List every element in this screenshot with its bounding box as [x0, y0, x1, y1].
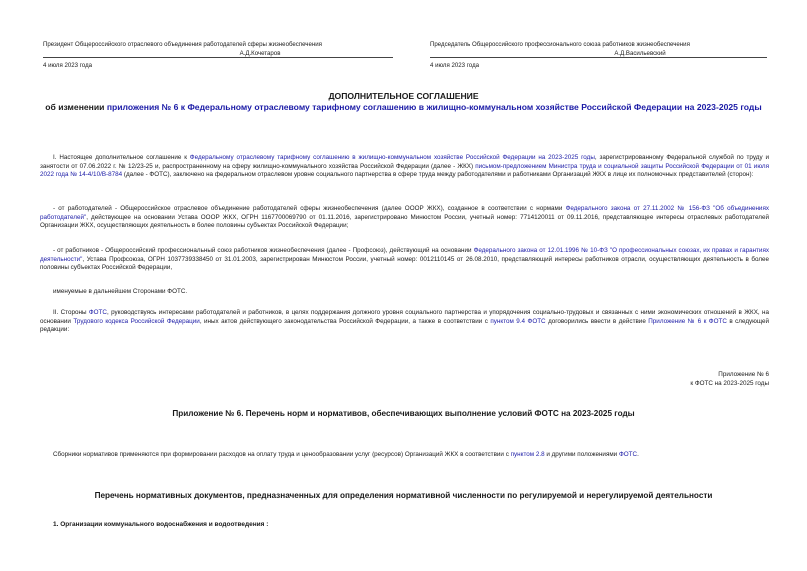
section-ii-paragraph — [40, 309, 769, 335]
document-subtitle — [40, 102, 767, 113]
left-signature-line — [43, 57, 393, 58]
fots-link[interactable]: Федеральному отраслевому тарифному соглашению в жилищно-коммунальном хозяйстве Российской Федерации на 2023-2025 годы — [189, 154, 595, 161]
right-signatory-position: Председатель Общероссийского профессионального союза работников жизнеобеспечения — [430, 41, 690, 48]
ministry-letter-link[interactable]: письмом-предложением Министра труда и социальной защиты Российской Федерации от 01 июля 2022 года № 14-4/10/В-8784 — [40, 162, 769, 178]
labor-code-link[interactable]: Трудового кодекса Российской Федерации — [73, 317, 200, 325]
collections-text-1: Сборники нормативов применяются при формировании расходов на оплату труда и ценообразовании услуг (ресурсов) Организаций ЖКХ в соответствии с — [53, 451, 511, 458]
right-signature-line — [430, 57, 767, 58]
subtitle-link[interactable]: приложения № 6 к Федеральному отраслевому тарифному соглашению в жилищно-коммунальном хозяйстве Российской Федерации на 2023-2025 годы — [106, 102, 762, 112]
section-i-text-3: (далее - ФОТС), заключено на федеральном отраслевом уровне социального партнерства в сфере труда между работодателями и работниками Организаций ЖКХ в лице их полномочных представителей (сторон): — [122, 171, 754, 178]
hereinafter-text: именуемые в дальнейшем Сторонами ФОТС. — [53, 288, 188, 295]
clause-9-4-link[interactable]: пунктом 9.4 ФОТС — [490, 317, 546, 325]
section-i-text-2: , зарегистрированному Федеральной службой по труду и занятости от 07.06.2022 г. № 12/23-25 и, распространенному на сферу жилищно-коммунального хозяйства Российской Федерации (далее - ЖКХ) — [40, 154, 769, 170]
workers-text-2: , Устава Профсоюза, ОГРН 1037739338450 от 31.01.2003, зарегистрирован Минюстом России, учетный номер: 0012110145 от 26.08.2010, представляющий интересы работников отрасли, осуществляющих деятельность в более половины субъектах Российской Федерации, — [40, 255, 769, 271]
employers-text-2: , действующее на основании Устава ОООР ЖКХ, ОГРН 1167700069790 от 01.11.2016, зарегистрировано Минюстом России, учетный номер: 7714120011 от 09.11.2016, представляющее интересы отраслевых работодателей Организации ЖКХ, осуществляющих деятельность в более половины субъектах Российской Федерации; — [40, 213, 769, 229]
section-1-heading — [53, 521, 268, 530]
law-10-fz-link[interactable]: Федерального закона от 12.01.1996 № 10-ФЗ "О профессиональных союзах, их правах и гарантиях деятельности" — [40, 247, 770, 263]
employers-text-1: - от работодателей - Общероссийское отраслевое объединение работодателей сферы жизнеобеспечения (далее ОООР ЖКХ), созданное в соответствии с нормами — [53, 205, 566, 212]
left-signatory-position: Президент Общероссийского отраслевого объединения работодателей сферы жизнеобеспечения — [43, 41, 322, 48]
fots-short-link[interactable]: ФОТС — [88, 309, 107, 316]
section-ii-text-2: , руководствуясь интересами работодателей и работников, в целях поддержания должного уровня социального партнерства и упорядочения социально-трудовых и связанных с ними экономических отношений в ЖКХ, на основании — [40, 309, 769, 325]
fots-collections-link[interactable]: ФОТС — [618, 451, 638, 458]
appendix-note — [690, 370, 769, 388]
employers-paragraph — [40, 205, 769, 231]
collections-paragraph — [53, 451, 769, 460]
appendix-note-line-2: к ФОТС на 2023-2025 годы — [690, 380, 769, 388]
clause-2-8-link[interactable]: пунктом 2.8 — [510, 451, 545, 458]
appendix-note-line-1: Приложение № 6 — [718, 371, 769, 378]
appendix-title: Приложение № 6. Перечень норм и нормативов, обеспечивающих выполнение условий ФОТС на 2023-2025 годы — [172, 409, 635, 418]
appendix-6-link[interactable]: Приложение № 6 к ФОТС — [648, 317, 727, 325]
section-i-paragraph — [40, 154, 769, 180]
document-title: ДОПОЛНИТЕЛЬНОЕ СОГЛАШЕНИЕ — [328, 91, 479, 101]
section-1-suffix: : — [264, 521, 269, 528]
subtitle-prefix: об изменении — [45, 102, 107, 112]
right-signatory-name: А.Д.Васильевский — [614, 50, 666, 57]
normative-list-title: Перечень нормативных документов, предназначенных для определения нормативной численности по регулируемой и нерегулируемой деятельности — [94, 491, 713, 500]
left-signature-date: 4 июля 2023 года — [43, 62, 93, 69]
section-1-text: 1. Организации коммунального водоснабжения и водоотведения — [53, 521, 265, 528]
collections-text-2: и другими положениями — [544, 451, 619, 458]
collections-text-3: . — [637, 451, 639, 458]
workers-text-1: - от работников - Общероссийский профессиональный союз работников жизнеобеспечения (далее - Профсоюз), действующий на основании — [53, 247, 474, 254]
section-ii-text-1: II. Стороны — [53, 309, 89, 316]
right-signature-date: 4 июля 2023 года — [430, 62, 480, 69]
section-i-text-1: I. Настоящее дополнительное соглашение к — [53, 154, 190, 161]
left-signatory-name: А.Д.Кочетаров — [239, 50, 281, 57]
section-ii-text-3: , иных актов действующего законодательства Российской Федерации, а также в соответствии с — [199, 317, 491, 325]
law-156-fz-link[interactable]: Федерального закона от 27.11.2002 № 156-ФЗ "Об объединениях работодателей" — [40, 205, 769, 221]
section-ii-text-4: договорились ввести в действие — [545, 317, 649, 325]
section-ii-text-5: в следующей редакции: — [40, 317, 770, 333]
workers-paragraph — [40, 247, 769, 273]
